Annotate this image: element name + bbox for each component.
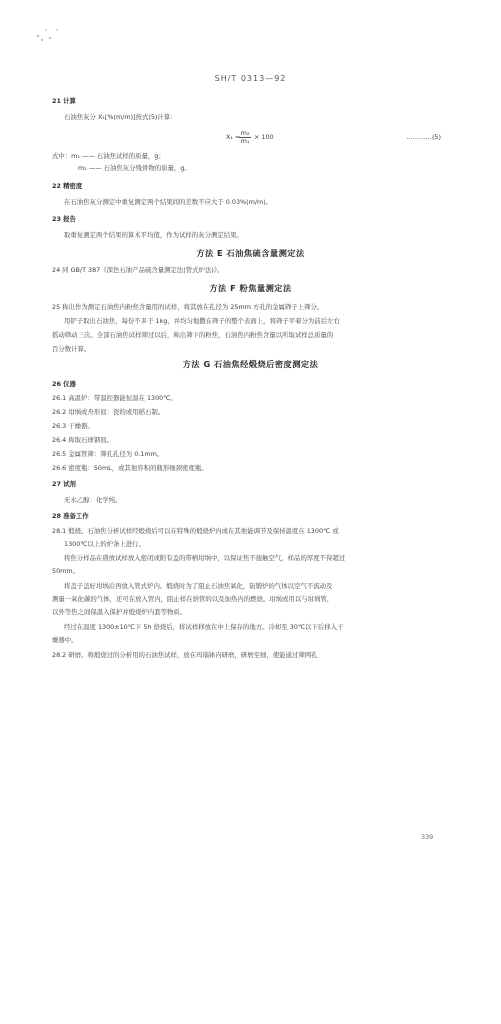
item-28-1-line-8: 经过在温度 1300±10℃下 5h 焙烧后，将试样移放在中上保存的地方。冷却至 30℃以下后移入干 xyxy=(64,623,344,631)
where-m2: m₂ —— 石油焦灰分残骨物的质量，g。 xyxy=(78,164,191,172)
item-26-6: 26.6 密度瓶：50mL，或其他容积的瓶形细颈密度瓶。 xyxy=(52,464,208,472)
item-28-1-line-6: 测量一氧化碳的气体，还可在放入管内，阻止样在焙管的以及加热内的燃烧。坩埚或用以与坩埚管， xyxy=(52,595,334,603)
where-m1: 式中：m₁ —— 石油焦试样的质量，g； xyxy=(52,152,165,160)
section-21-heading: 21 计算 xyxy=(52,97,76,105)
item-26-3: 26.3 干燥器。 xyxy=(52,422,94,430)
section-25-line-2: 用铲子取出石油焦，每份不多于 1kg，并均匀地撒在筛子的整个表面上，将筛子平着分为前后左右 xyxy=(64,317,340,325)
method-f-heading: 方法 F 粉焦量测定法 xyxy=(209,283,292,293)
section-25-line-1: 25 称出作为测定石油焦内粉焦含量用的试样，将其放在孔径为 25mm 方孔的金属筛子上筛分。 xyxy=(52,303,324,311)
section-25-line-3: 摇动筛动三次。全部石油焦试样筛过以后，称出筛下的粉焦，石油焦内粉焦含量以所取试样总质量的 xyxy=(52,331,334,339)
section-26-heading: 26 仪器 xyxy=(52,380,76,388)
section-27-heading: 27 试剂 xyxy=(52,480,76,488)
section-28-heading: 28 准备工作 xyxy=(52,512,89,520)
section-22-heading: 22 精密度 xyxy=(52,182,83,190)
item-26-4: 26.4 称取石球钢皿。 xyxy=(52,436,113,444)
section-27-text: 无水乙醇：化学纯。 xyxy=(64,496,122,504)
section-22-text: 在石油焦灰分测定中重复测定两个结果间的差数不应大于 0.03%(m/m)。 xyxy=(64,198,273,206)
formula-5 xyxy=(226,130,441,146)
standard-number: SH/T 0313—92 xyxy=(214,74,287,83)
method-e-heading: 方法 E 石油焦硫含量测定法 xyxy=(196,248,305,258)
formula-fraction xyxy=(238,130,252,145)
item-28-1-line-7: 以外等焦之间保温入保护并煅烧炉内套等物质。 xyxy=(52,608,187,616)
formula-numerator: m₂ xyxy=(240,129,250,137)
item-26-5: 26.5 金属管筛：筛孔孔径为 0.1mm。 xyxy=(52,450,164,458)
section-24-text: 24 同 GB/T 387《深色石油产品硫含量测定法(管式炉法)》。 xyxy=(52,266,224,274)
item-28-1-line-2: 1300℃以上的炉条上进行。 xyxy=(64,540,145,548)
item-28-1-line-4: 50mm。 xyxy=(52,567,79,575)
formula-denominator: m₁ xyxy=(240,137,250,145)
item-26-2: 26.2 坩埚或舟形皿：瓷的或用稻石制。 xyxy=(52,408,165,416)
item-28-1-line-9: 燥器中。 xyxy=(52,636,78,644)
item-28-2-line-1: 28.2 研磨。将煅烧过的分析用的石油焦试样，放在玛瑙钵内研磨，研磨至细，使能通过筛网孔 xyxy=(52,651,318,659)
item-28-1-line-3: 将焦分样品在盛放试样放入密闭或附有盖的带柄坩埚中，以保证焦不接触空气，样品的厚度不得超过 xyxy=(64,554,346,562)
section-25-line-4: 百分数计算。 xyxy=(52,345,91,353)
method-g-heading: 方法 G 石油焦经煅烧后密度测定法 xyxy=(182,359,319,369)
formula-number: …………(5) xyxy=(406,133,441,141)
formula-rhs: × 100 xyxy=(254,133,274,141)
section-23-text: 取重复测定两个结果的算术平均值，作为试样的灰分测定结果。 xyxy=(64,231,243,239)
item-28-1-line-5: 将盖子盖好坩埚后再放入管式炉内。煅烧时为了阻止石油焦氧化，防锻炉的气体以空气不流动及 xyxy=(64,582,333,590)
formula-lhs: X₁ = xyxy=(226,133,241,141)
scan-specks xyxy=(34,24,74,44)
section-21-text: 石油焦灰分 X₁[%(m/m)]按式(5)计算： xyxy=(64,113,177,121)
item-28-1-line-1: 28.1 煅烧。石油焦分析试样经煅烧后可以在特殊的煅烧炉内或在其他能调节及保持温度在 1300℃ 或 xyxy=(52,527,339,535)
page-number: 339 xyxy=(421,833,434,841)
item-26-1: 26.1 高温炉：带温控器能恒温在 1300℃。 xyxy=(52,394,177,402)
section-23-heading: 23 报告 xyxy=(52,215,76,223)
